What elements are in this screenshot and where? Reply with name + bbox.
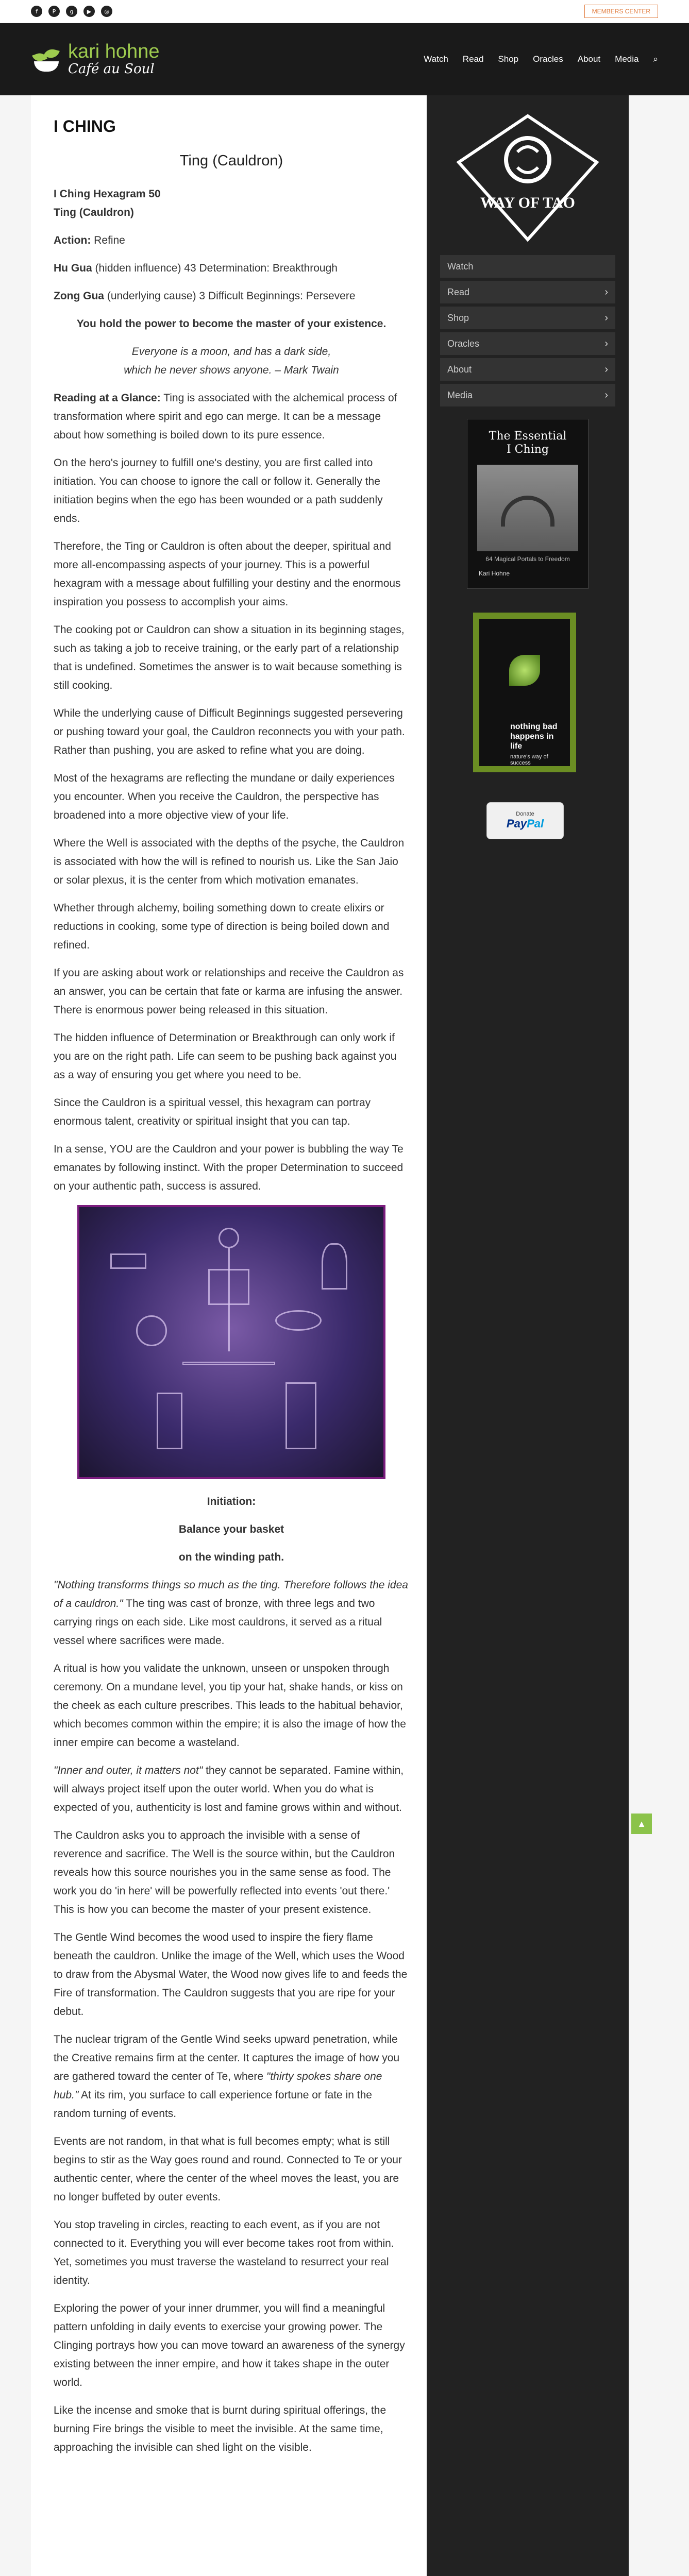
way-of-tao-logo[interactable] (447, 111, 608, 245)
paragraph: Exploring the power of your inner drummer, you will find a meaningful pattern unfolding in daily events to exercise your growing power. The Clinging portrays how you can move toward an awareness of the synergy existing between the inner empire, and how it takes shape in the outer world. (54, 2302, 405, 2388)
paypal-donate-button[interactable] (486, 802, 564, 839)
paragraph: Like the incense and smoke that is burnt during spiritual offerings, the burning Fire brings the visible to meet the invisible. At the same time, approaching the invisible can shed light on the visible. (54, 2404, 386, 2453)
paragraph: The cooking pot or Cauldron can show a situation in its beginning stages, such as taking a job to receive training, or the early part of a relationship that is undefined. Sometimes the answer is to wait because something is still cooking. (54, 624, 405, 691)
twain-quote-line-2: which he never shows anyone. – Mark Twain (124, 364, 339, 376)
search-icon[interactable]: ⌕ (653, 54, 658, 64)
paragraph: Whether through alchemy, boiling something down to create elixirs or reductions in cooking, some type of direction is being boiled down and refined. (54, 902, 390, 951)
page-title: I CHING (54, 117, 116, 135)
right-gutter (629, 95, 689, 2576)
chevron-right-icon[interactable]: › (604, 389, 608, 401)
brand-tagline: Café au Soul (68, 61, 155, 77)
top-bar (0, 0, 689, 23)
balance-line-1: Balance your basket (178, 1523, 284, 1535)
article-content (31, 95, 427, 2576)
nuclear-trigram-paragraph: The nuclear trigram of the Gentle Wind seeks upward penetration, while the Creative remains firm at the center. It captures the image of how you are gathered toward the center of Te, where "thirty spokes share one hub." At its rim, you surface to call experience fortune or fate in the random turning of events. (54, 2033, 400, 2120)
book-author: Kari Hohne (479, 570, 510, 577)
hexagram-subtitle: Ting (Cauldron) (179, 152, 283, 169)
ting-paragraph: "Nothing transforms things so much as the ting. Therefore follows the idea of a cauldron." The ting was cast of bronze, with three legs and two carrying rings on each side. Like most cauldrons, it served as a ritual vessel where sacrifices were made. (54, 1579, 408, 1647)
chevron-up-icon: ▲ (637, 1818, 646, 1829)
paragraph: The Gentle Wind becomes the wood used to inspire the fiery flame beneath the cauldron. Unlike the image of the Well, which uses the Wood to draw from the Abysmal Water, the Wood now gives life to and feeds the Fire of transformation. The Cauldron suggests that you are ripe for your debut. (54, 1931, 408, 2018)
inner-outer-paragraph: "Inner and outer, it matters not" they cannot be separated. Famine within, will always project itself upon the outer world. When you do what is expected of you, authenticity is lost and famine grows within and without. (54, 1765, 404, 1814)
chevron-right-icon[interactable]: › (604, 286, 608, 298)
site-header (0, 23, 689, 95)
donate-label: Donate (516, 811, 534, 817)
sidebar-item-about[interactable]: About › (440, 358, 615, 384)
chevron-right-icon[interactable]: › (604, 312, 608, 324)
reading-at-a-glance: Reading at a Glance: Ting is associated with the alchemical process of transformation where spirit and ego can merge. It can be a message about how something is boiled down to its pure essence. (54, 392, 397, 441)
site-logo[interactable] (31, 42, 159, 77)
goodreads-icon[interactable]: g (66, 6, 77, 17)
svg-text:WAY OF TAO: WAY OF TAO (480, 194, 575, 211)
bridge-image (477, 465, 578, 551)
nav-media[interactable]: Media (615, 54, 639, 64)
nav-oracles[interactable]: Oracles (533, 54, 563, 64)
paragraph: Since the Cauldron is a spiritual vessel, this hexagram can portray enormous talent, creativity or spiritual insight that you can tap. (54, 1097, 371, 1127)
paragraph: The Cauldron asks you to approach the invisible with a sense of reverence and sacrifice. The Well is the source within, but the Cauldron reveals how this source nourishes you in the same sense as food. The work you do 'in here' will be powerfully reflected into events 'out there.' This is how you can become the master of your present existence. (54, 1829, 395, 1916)
youtube-icon[interactable]: ▶ (83, 6, 95, 17)
scroll-to-top-button[interactable] (631, 1814, 652, 1834)
members-center-button[interactable]: MEMBERS CENTER (584, 5, 658, 18)
card-title: nothing bad happens in life (510, 722, 558, 751)
paragraph: If you are asking about work or relationships and receive the Cauldron as an answer, you can be certain that fate or karma are infusing the answer. There is enormous power being released in this situation. (54, 967, 404, 1016)
balance-line-2: on the winding path. (178, 1551, 284, 1563)
pinterest-icon[interactable]: P (48, 6, 60, 17)
paragraph: A ritual is how you validate the unknown, unseen or unspoken through ceremony. On a mundane level, you tip your hat, shake hands, or kiss on the cheek as each culture prescribes. This leads to the habitual behavior, which becomes common within the empire; it is also the image of how the inner empire can become a wasteland. (54, 1663, 406, 1749)
nav-watch[interactable]: Watch (424, 54, 448, 64)
chevron-right-icon[interactable]: › (604, 363, 608, 375)
paragraph: On the hero's journey to fulfill one's destiny, you are first called into initiation. You can choose to ignore the call or follow it. Generally the initiation begins when the ego has been wounded or a path suddenly ends. (54, 457, 383, 524)
brand-name: kari hohne (68, 41, 160, 62)
initiation-heading: Initiation: (207, 1496, 256, 1507)
paragraph: The hidden influence of Determination or Breakthrough can only work if you are on the right path. Life can seem to be pushing back against you as a way of ensuring you get where you need to be. (54, 1032, 397, 1081)
social-links (31, 6, 112, 17)
sidebar-item-watch[interactable]: Watch (440, 255, 615, 281)
hu-gua-line: Hu Gua (hidden influence) 43 Determination: Breakthrough (54, 262, 338, 274)
instagram-icon[interactable]: ◎ (101, 6, 112, 17)
power-statement: You hold the power to become the master of your existence. (76, 318, 386, 330)
main-nav (424, 54, 658, 64)
action-line: Action: Refine (54, 234, 125, 246)
sidebar-item-oracles[interactable]: Oracles › (440, 332, 615, 358)
book-subtitle: 64 Magical Portals to Freedom (485, 555, 570, 563)
paragraph: Therefore, the Ting or Cauldron is often about the deeper, spiritual and more all-encompassing aspects of your journey. This is a powerful hexagram with a message about fulfilling your destiny and the enormous inspiration you possess to accomplish your aims. (54, 540, 401, 608)
chevron-right-icon[interactable]: › (604, 337, 608, 349)
sidebar-item-shop[interactable]: Shop › (440, 307, 615, 332)
paragraph: Where the Well is associated with the depths of the psyche, the Cauldron is associated with how the will is refined to nourish us. Like the San Jaio or solar plexus, it is the center from which motivation emanates. (54, 837, 405, 886)
coffee-leaf-icon (31, 44, 62, 75)
nothing-bad-happens-book[interactable] (473, 613, 576, 772)
nav-about[interactable]: About (577, 54, 601, 64)
page-container (31, 95, 629, 2576)
paragraph: Events are not random, in that what is full becomes empty; what is still begins to stir as the Way goes round and round. Connected to Te or your authentic center, where the center of the wheel moves the least, you are no longer buffeted by outer events. (54, 2136, 402, 2203)
paragraph: In a sense, YOU are the Cauldron and your power is bubbling the way Te emanates by following instinct. With the proper Determination to succeed on your authentic path, success is assured. (54, 1143, 404, 1192)
sidebar-item-read[interactable]: Read › (440, 281, 615, 307)
sprout-icon (509, 655, 540, 686)
sidebar-menu (440, 255, 615, 410)
petroglyph-image (77, 1205, 385, 1479)
sidebar (427, 95, 629, 2576)
card-subtitle: nature's way of success (510, 754, 548, 766)
paragraph: Most of the hexagrams are reflecting the mundane or daily experiences you encounter. When you receive the Cauldron, the perspective has broadened into a more objective view of your life. (54, 772, 395, 821)
essential-i-ching-book[interactable] (467, 419, 589, 589)
hexagram-number: I Ching Hexagram 50 (54, 188, 161, 200)
paragraph: You stop traveling in circles, reacting to each event, as if you are not connected to it. Everything you will ever become takes root from within. Yet, sometimes you must traverse the wasteland to resurrect your real identity. (54, 2219, 394, 2286)
book-title-line-1: The Essential (489, 430, 567, 443)
nav-read[interactable]: Read (462, 54, 484, 64)
hexagram-name: Ting (Cauldron) (54, 207, 134, 218)
twain-quote-line-1: Everyone is a moon, and has a dark side, (131, 346, 331, 358)
book-title-line-2: I Ching (507, 443, 549, 456)
paragraph: While the underlying cause of Difficult Beginnings suggested persevering or pushing toward your goal, the Cauldron reconnects you with your path. Rather than pushing, you are asked to refine what you are doing. (54, 707, 405, 756)
paypal-icon: PayPal (506, 817, 544, 830)
facebook-icon[interactable]: f (31, 6, 42, 17)
sidebar-item-media[interactable]: Media › (440, 384, 615, 410)
nav-shop[interactable]: Shop (498, 54, 519, 64)
zong-gua-line: Zong Gua (underlying cause) 3 Difficult Beginnings: Persevere (54, 290, 356, 302)
